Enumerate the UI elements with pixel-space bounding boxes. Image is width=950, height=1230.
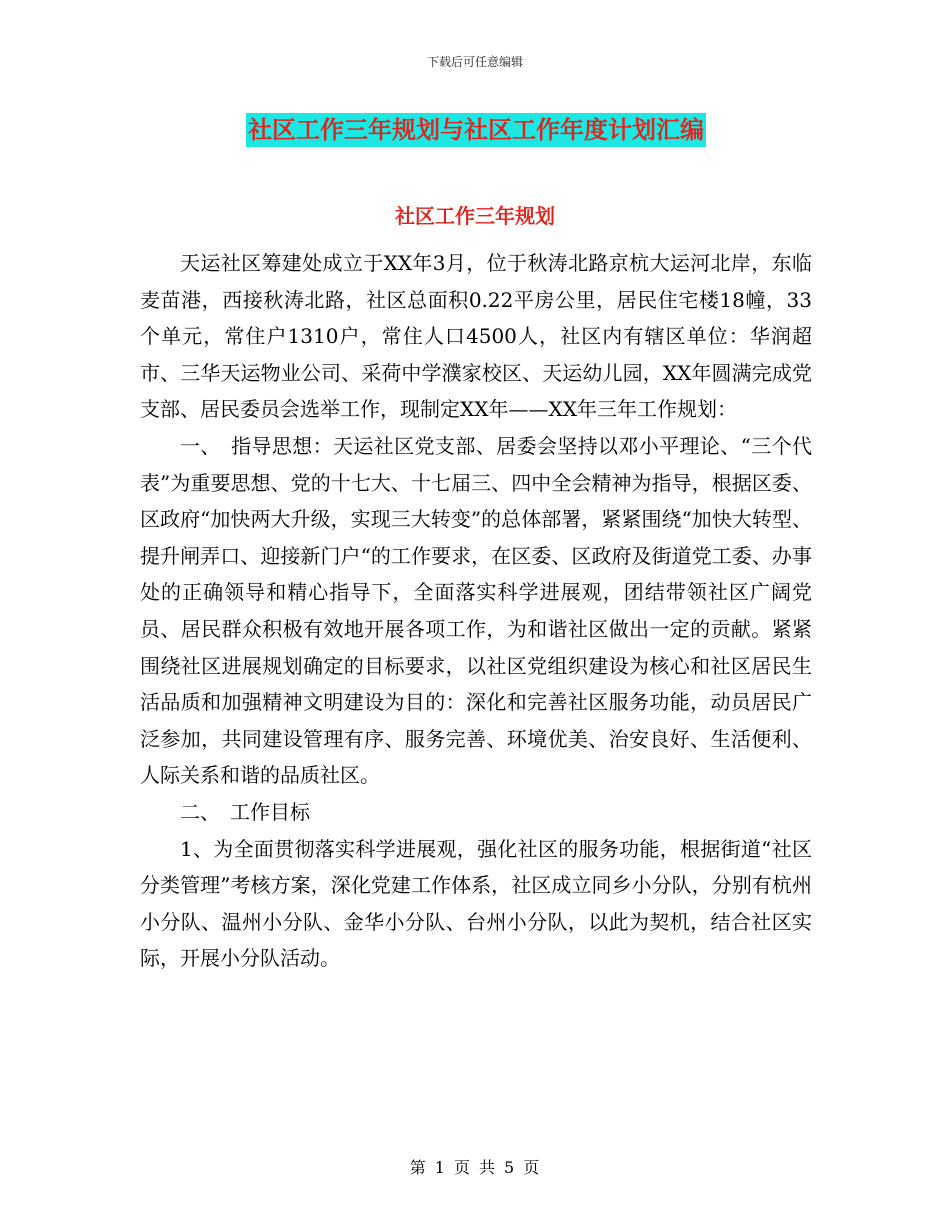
- paragraph-guiding-ideology: 一、 指导思想：天运社区党支部、居委会坚持以邓小平理论、“三个代表”为重要思想、党的十七大、十七届三、四中全会精神为指导，根据区委、区政府“加快两大升级，实现三大转变”的总体部署，紧紧围绕“加快大转型、提升闸弄口、迎接新门户“的工作要求，在区委、区政府及街道党工委、办事处的正确领导和精心指导下，全面落实科学进展观，团结带领社区广阔党员、居民群众积极有效地开展各项工作，为和谐社区做出一定的贡献。紧紧围绕社区进展规划确定的目标要求，以社区党组织建设为核心和社区居民生活品质和加强精神文明建设为目的：深化和完善社区服务功能，动员居民广泛参加，共同建设管理有序、服务完善、环境优美、治安良好、生活便利、人际关系和谐的品质社区。: [140, 433, 812, 788]
- header-note: 下载后可任意编辑: [426, 55, 523, 69]
- footer-total-label: 共: [479, 1158, 497, 1177]
- paragraph-goal-1: 1、为全面贯彻落实科学进展观，强化社区的服务功能，根据街道“社区分类管理”考核方案，深化党建工作体系，社区成立同乡小分队，分别有杭州小分队、温州小分队、金华小分队、台州小分队，以此为契机，结合社区实际，开展小分队活动。: [140, 836, 812, 971]
- document-body: [140, 245, 812, 977]
- page-footer: [0, 1155, 950, 1178]
- document-main-title: 社区工作三年规划与社区工作年度计划汇编: [246, 113, 706, 147]
- footer-total-pages: 5: [504, 1158, 516, 1177]
- paragraph-intro: 天运社区筹建处成立于XX年3月，位于秋涛北路京杭大运河北岸，东临麦苗港，西接秋涛北路，社区总面积0.22平房公里，居民住宅楼18幢，33个单元，常住户1310户，常住人口4500人，社区内有辖区单位：华润超市、三华天运物业公司、采荷中学濮家校区、天运幼儿园，XX年圆满完成党支部、居民委员会选举工作，现制定XX年——XX年三年工作规划：: [140, 251, 812, 422]
- footer-suffix: 页: [523, 1158, 541, 1177]
- footer-page-number: 1: [434, 1158, 446, 1177]
- footer-page-label: 页: [453, 1158, 471, 1177]
- section-title: 社区工作三年规划: [395, 204, 555, 228]
- paragraph-work-goals-heading: 二、 工作目标: [180, 799, 310, 824]
- footer-prefix: 第: [409, 1158, 427, 1177]
